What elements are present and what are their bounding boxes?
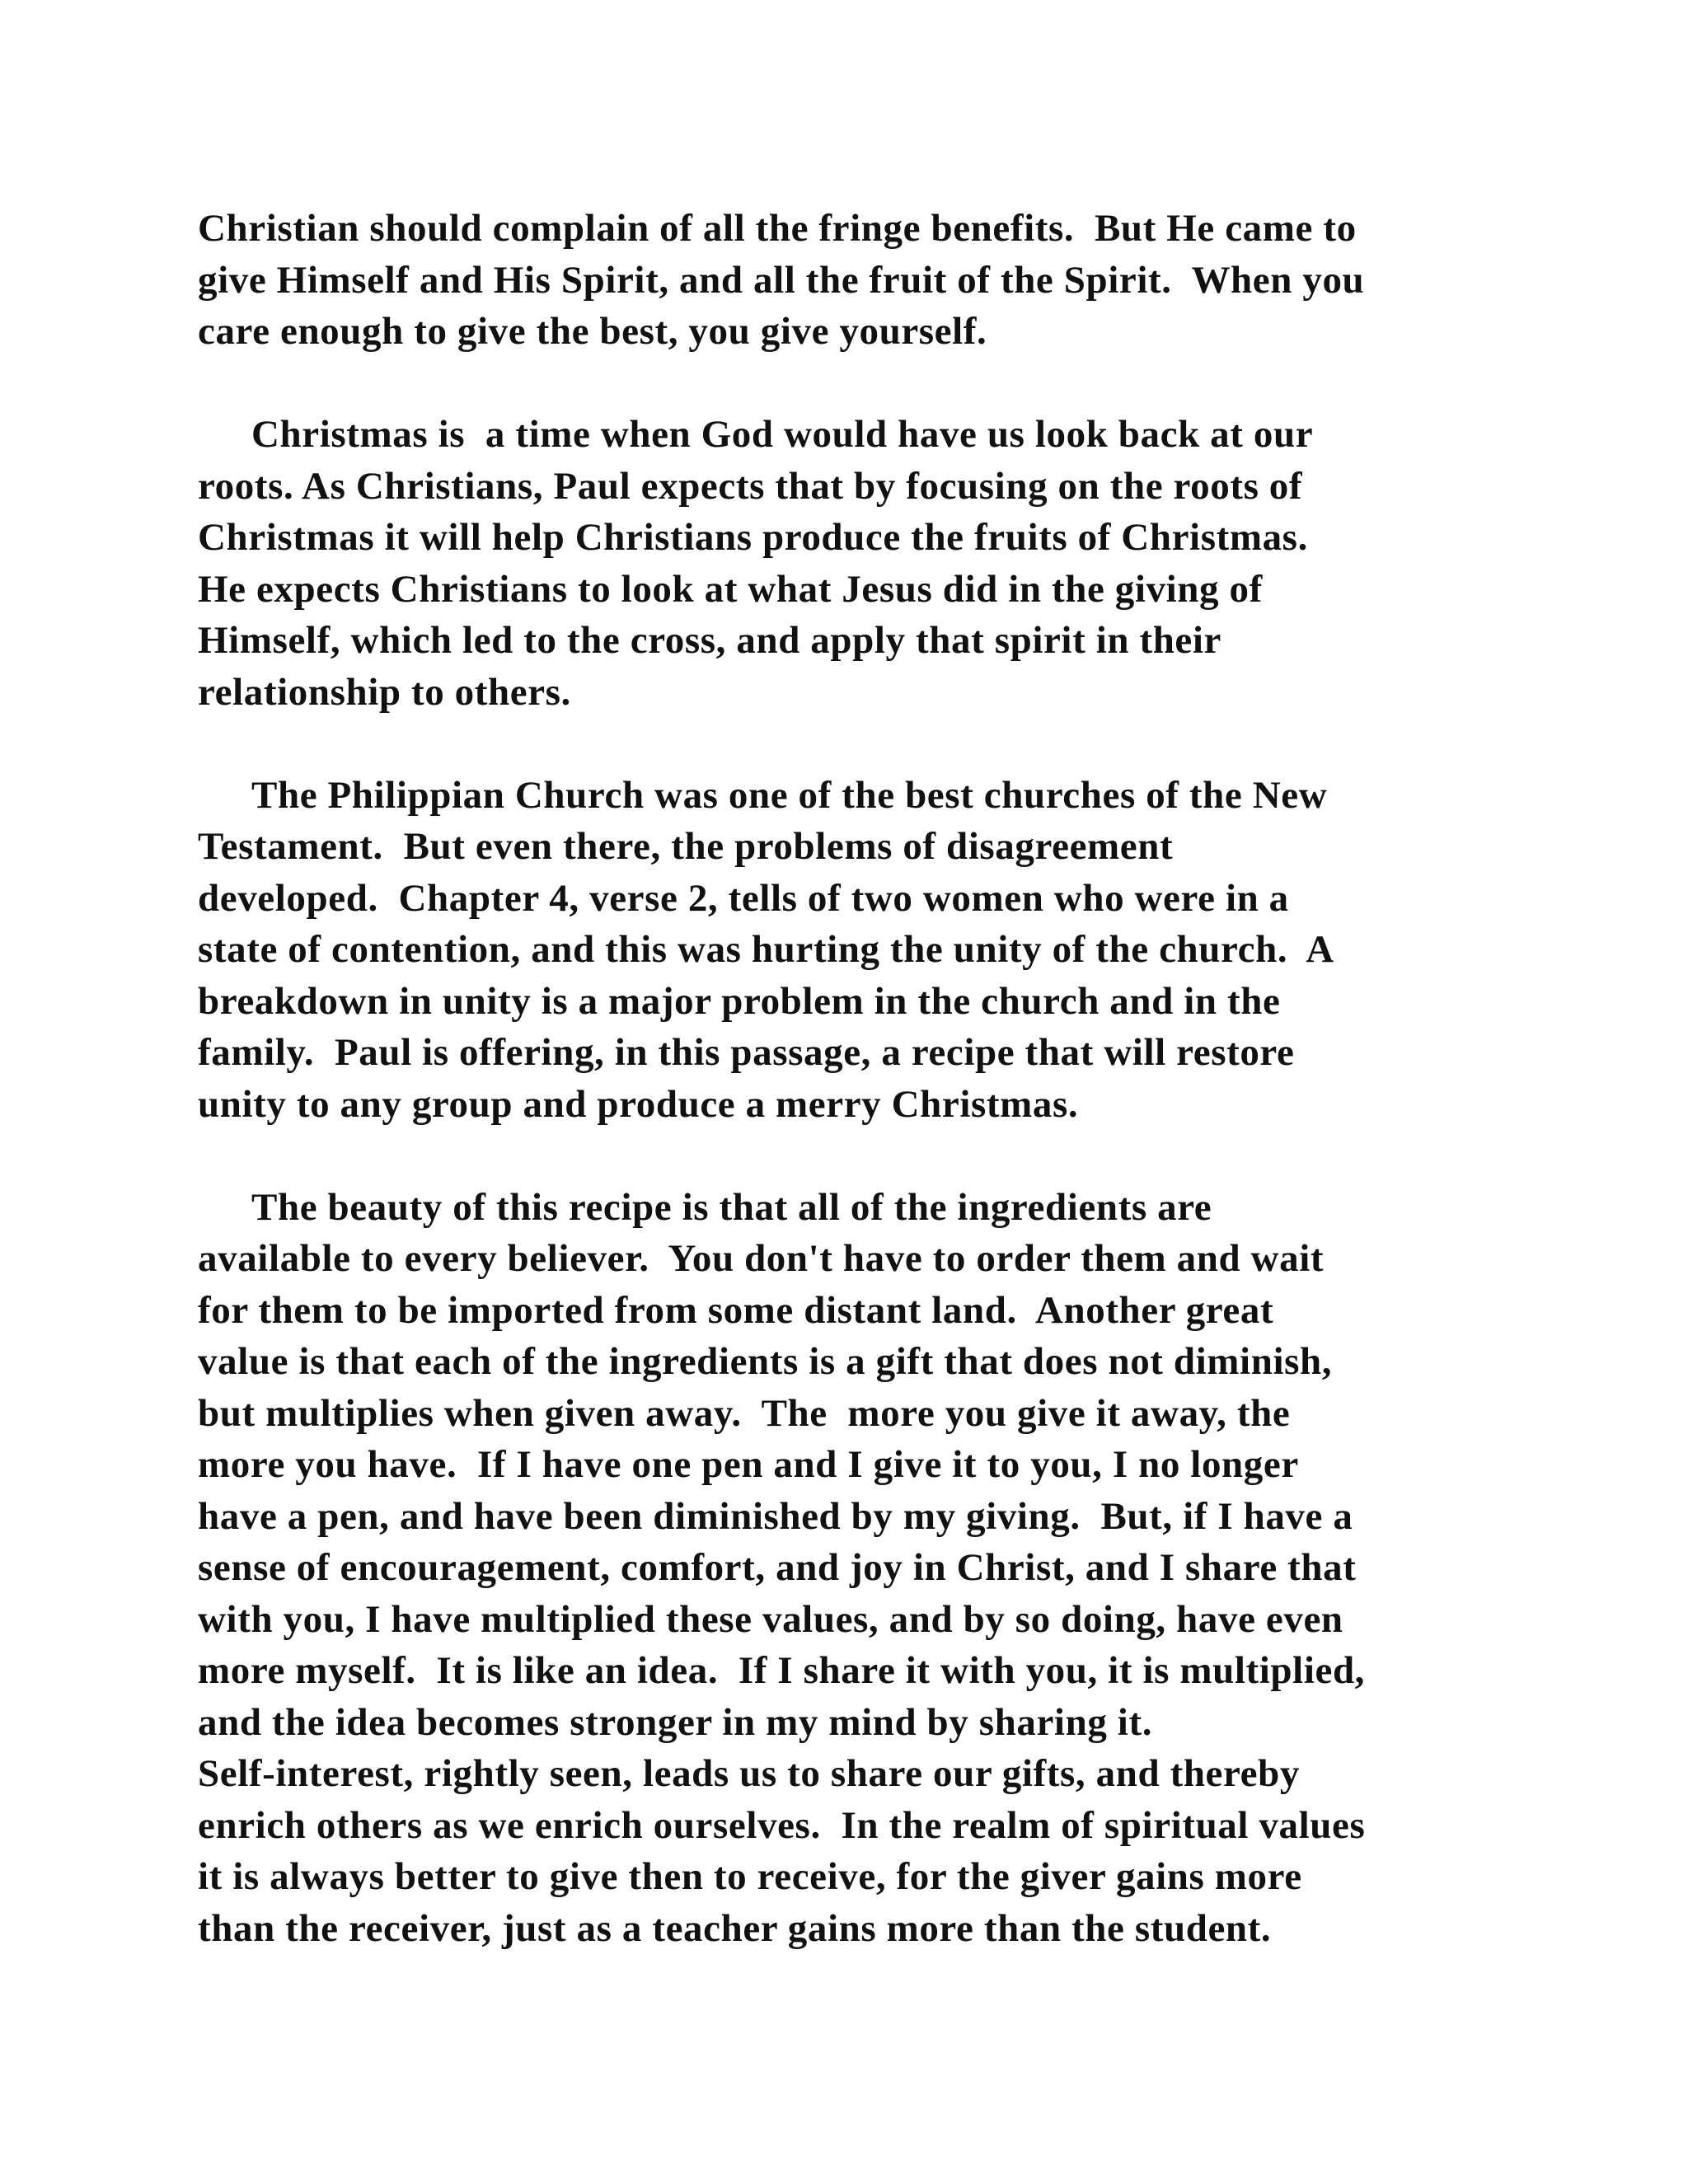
text-line: have a pen, and have been diminished by my giving. But, if I have a [198, 1494, 1353, 1538]
text-line: value is that each of the ingredients is a gift that does not diminish, [198, 1340, 1333, 1383]
text-line: The Philippian Church was one of the best churches of the New [251, 773, 1328, 817]
paragraph-2 [198, 409, 1484, 718]
text-line: Self-interest, rightly seen, leads us to share our gifts, and thereby [198, 1752, 1300, 1795]
text-line: for them to be imported from some distant land. Another great [198, 1288, 1274, 1332]
text-line: and the idea becomes stronger in my mind by sharing it. [198, 1700, 1153, 1744]
paragraph-3 [198, 770, 1484, 1131]
text-line: unity to any group and produce a merry Christmas. [198, 1082, 1079, 1126]
text-line: than the receiver, just as a teacher gains more than the student. [198, 1906, 1272, 1950]
text-line: more myself. It is like an idea. If I share it with you, it is multiplied, [198, 1649, 1366, 1692]
text-line: Christian should complain of all the fringe benefits. But He came to [198, 207, 1357, 250]
text-line: give Himself and His Spirit, and all the fruit of the Spirit. When you [198, 258, 1365, 302]
paragraph-gap [198, 718, 1484, 770]
paragraph-gap [198, 358, 1484, 410]
text-line: care enough to give the best, you give yourself. [198, 310, 987, 353]
text-line: enrich others as we enrich ourselves. In the realm of spiritual values [198, 1803, 1366, 1847]
text-line: state of contention, and this was hurting the unity of the church. A [198, 928, 1334, 971]
body-text [198, 203, 1484, 1954]
text-line: breakdown in unity is a major problem in the church and in the [198, 979, 1281, 1023]
text-line: The beauty of this recipe is that all of the ingredients are [251, 1185, 1212, 1229]
text-line: relationship to others. [198, 670, 571, 714]
text-line: He expects Christians to look at what Jesus did in the giving of [198, 567, 1263, 611]
paragraph-4 [198, 1182, 1484, 1955]
text-line: developed. Chapter 4, verse 2, tells of two women who were in a [198, 876, 1289, 920]
text-line: but multiplies when given away. The more you give it away, the [198, 1391, 1291, 1435]
text-line: with you, I have multiplied these values, and by so doing, have even [198, 1597, 1343, 1641]
text-line: available to every believer. You don't have to order them and wait [198, 1237, 1325, 1280]
text-line: Christmas is a time when God would have us look back at our [251, 413, 1314, 456]
paragraph-1 [198, 203, 1484, 358]
text-line: Himself, which led to the cross, and apply that spirit in their [198, 619, 1222, 662]
paragraph-gap [198, 1130, 1484, 1182]
text-line: Christmas it will help Christians produce the fruits of Christmas. [198, 516, 1308, 559]
text-line: roots. As Christians, Paul expects that by focusing on the roots of [198, 464, 1303, 508]
text-line: family. Paul is offering, in this passage, a recipe that will restore [198, 1031, 1295, 1074]
text-line: it is always better to give then to receive, for the giver gains more [198, 1855, 1302, 1898]
text-line: sense of encouragement, comfort, and joy in Christ, and I share that [198, 1546, 1357, 1589]
text-line: more you have. If I have one pen and I give it to you, I no longer [198, 1443, 1299, 1486]
text-line: Testament. But even there, the problems of disagreement [198, 825, 1174, 868]
